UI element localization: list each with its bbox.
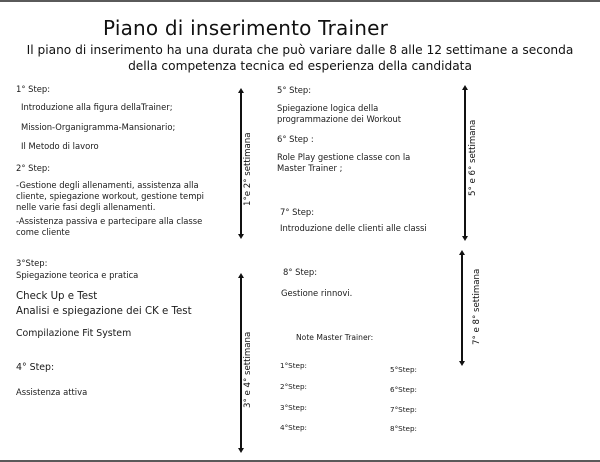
notes-step-8: 8°Step: (390, 424, 417, 433)
step8-label: 8° Step: (283, 267, 318, 277)
step6-text: Role Play gestione classe con la Master Trainer ; (277, 152, 411, 173)
step3-line: Analisi e spiegazione dei CK e Test (16, 306, 192, 317)
timeline-label-weeks-3-4: 3° e 4° settimana (243, 331, 253, 408)
step7-text: Introduzione delle clienti alle classi (280, 223, 427, 233)
step1-item: Mission-Organigramma-Mansionario; (21, 122, 176, 132)
step4-label: 4° Step: (16, 362, 55, 373)
step5-label: 5° Step: (277, 85, 312, 95)
page-subtitle (0, 42, 600, 74)
notes-step-6: 6°Step: (390, 385, 417, 394)
timeline-arrow-weeks-5-6 (464, 89, 466, 237)
step3-line: Check Up e Test (16, 291, 98, 302)
notes-step-4: 4°Step: (280, 423, 307, 432)
step2-para-1: -Gestione degli allenamenti, assistenza alla cliente, spiegazione workout, gestione tempi nelle varie fasi degli allenamenti. (16, 180, 204, 212)
timeline-arrow-weeks-3-4 (240, 277, 242, 449)
notes-step-7: 7°Step: (390, 405, 417, 414)
timeline-label-weeks-7-8: 7° e 8° settimana (472, 268, 482, 345)
page-title: Piano di inserimento Trainer (103, 16, 389, 40)
timeline-arrow-weeks-7-8 (461, 254, 463, 362)
notes-step-2: 2°Step: (280, 382, 307, 391)
step8-text: Gestione rinnovi. (281, 288, 353, 298)
top-border (0, 0, 600, 2)
step3-line: Compilazione Fit System (16, 328, 132, 339)
subtitle-line-2: della competenza tecnica ed esperienza della candidata (128, 59, 472, 73)
timeline-arrow-weeks-1-2 (240, 92, 242, 235)
step5-text: Spiegazione logica della programmazione dei Workout (277, 103, 402, 124)
step1-label: 1° Step: (16, 84, 51, 94)
step4-line: Assistenza attiva (16, 387, 88, 397)
timeline-label-weeks-1-2: 1°e 2° settimana (243, 132, 253, 206)
step2-para-2: -Assistenza passiva e partecipare alla classe come cliente (16, 216, 203, 237)
step6-label: 6° Step : (277, 134, 314, 144)
step7-label: 7° Step: (280, 207, 315, 217)
subtitle-line-1: Il piano di inserimento ha una durata che può variare dalle 8 alle 12 settimane a seconda (26, 43, 574, 57)
notes-step-3: 3°Step: (280, 403, 307, 412)
step3-label: 3°Step: (16, 258, 48, 268)
notes-step-5: 5°Step: (390, 365, 417, 374)
step2-label: 2° Step: (16, 163, 51, 173)
notes-step-1: 1°Step: (280, 361, 307, 370)
step1-item: Introduzione alla figura dellaTrainer; (21, 102, 173, 112)
step3-line: Spiegazione teorica e pratica (16, 270, 139, 280)
notes-title: Note Master Trainer: (296, 333, 374, 342)
step1-item: Il Metodo di lavoro (21, 141, 99, 151)
timeline-label-weeks-5-6: 5° e 6° settimana (468, 119, 478, 196)
